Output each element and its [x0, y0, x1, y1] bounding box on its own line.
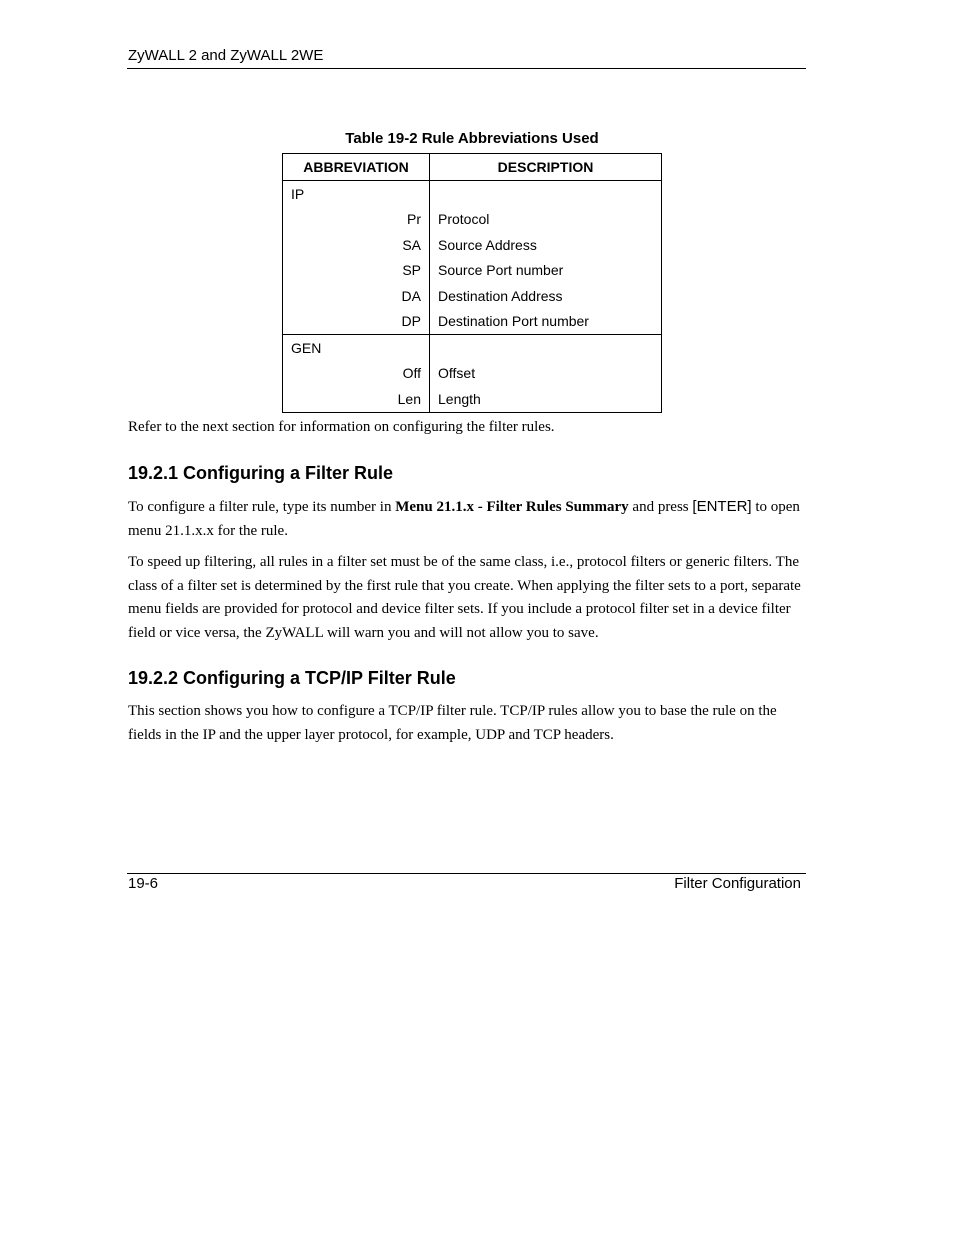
header-divider [127, 68, 806, 69]
abbreviations-table [282, 153, 662, 413]
abbreviation-cell: SP [283, 258, 430, 284]
description-cell: Length [430, 386, 662, 412]
table-row [283, 258, 662, 284]
table-row [283, 309, 662, 335]
abbreviation-cell: SA [283, 232, 430, 258]
section1-paragraph-1 [128, 495, 804, 543]
key-reference: [ENTER] [692, 498, 752, 515]
menu-reference: Menu 21.1.x - Filter Rules Summary [395, 499, 629, 515]
description-cell: Offset [430, 361, 662, 387]
table-header-row [283, 154, 662, 181]
chapter-title: Filter Configuration [674, 875, 801, 892]
group-name: IP [283, 181, 430, 207]
abbreviation-cell: DP [283, 309, 430, 335]
text-run: to open menu 21.1.x.x for the rule. [128, 499, 800, 539]
abbreviation-cell: Len [283, 386, 430, 412]
table-row [283, 232, 662, 258]
table-caption: Table 19-2 Rule Abbreviations Used [345, 130, 599, 147]
section-heading-filter-rule: 19.2.1 Configuring a Filter Rule [128, 463, 394, 483]
table-row [283, 283, 662, 309]
description-cell: Destination Port number [430, 309, 662, 335]
page-header-title: ZyWALL 2 and ZyWALL 2WE [128, 47, 324, 64]
abbreviation-cell: Off [283, 361, 430, 387]
text-run: and press [628, 499, 693, 515]
group-description-empty [430, 181, 662, 207]
table-group-row [283, 335, 662, 361]
column-header-description: DESCRIPTION [430, 154, 662, 181]
description-cell: Source Port number [430, 258, 662, 284]
footer-divider [127, 873, 806, 874]
group-description-empty [430, 335, 662, 361]
text-run: To configure a filter rule, type its number in [128, 499, 396, 515]
group-name: GEN [283, 335, 430, 361]
section-heading-tcpip-filter-rule: 19.2.2 Configuring a TCP/IP Filter Rule [128, 668, 456, 688]
section1-paragraph-2: To speed up filtering, all rules in a filter set must be of the same class, i.e., protocol filters or generic filters. The class of a filter set is determined by the first rule that you create. When applying the filter sets to a port, separate menu fields are provided for protocol and device filter sets. If you include a protocol filter set in a device filter field or vice versa, the ZyWALL will warn you and will not allow you to save. [128, 554, 801, 641]
table-group-row [283, 181, 662, 207]
column-header-abbreviation: ABBREVIATION [283, 154, 430, 181]
abbreviation-cell: Pr [283, 207, 430, 233]
section2-paragraph-1: This section shows you how to configure a TCP/IP filter rule. TCP/IP rules allow you to base the rule on the fields in the IP and the upper layer protocol, for example, UDP and TCP headers. [128, 703, 777, 743]
description-cell: Source Address [430, 232, 662, 258]
table-row [283, 386, 662, 412]
table-row [283, 207, 662, 233]
description-cell: Destination Address [430, 283, 662, 309]
page-number: 19-6 [128, 875, 159, 892]
table-row [283, 361, 662, 387]
abbreviation-cell: DA [283, 283, 430, 309]
intro-paragraph: Refer to the next section for information on configuring the filter rules. [128, 419, 555, 435]
description-cell: Protocol [430, 207, 662, 233]
